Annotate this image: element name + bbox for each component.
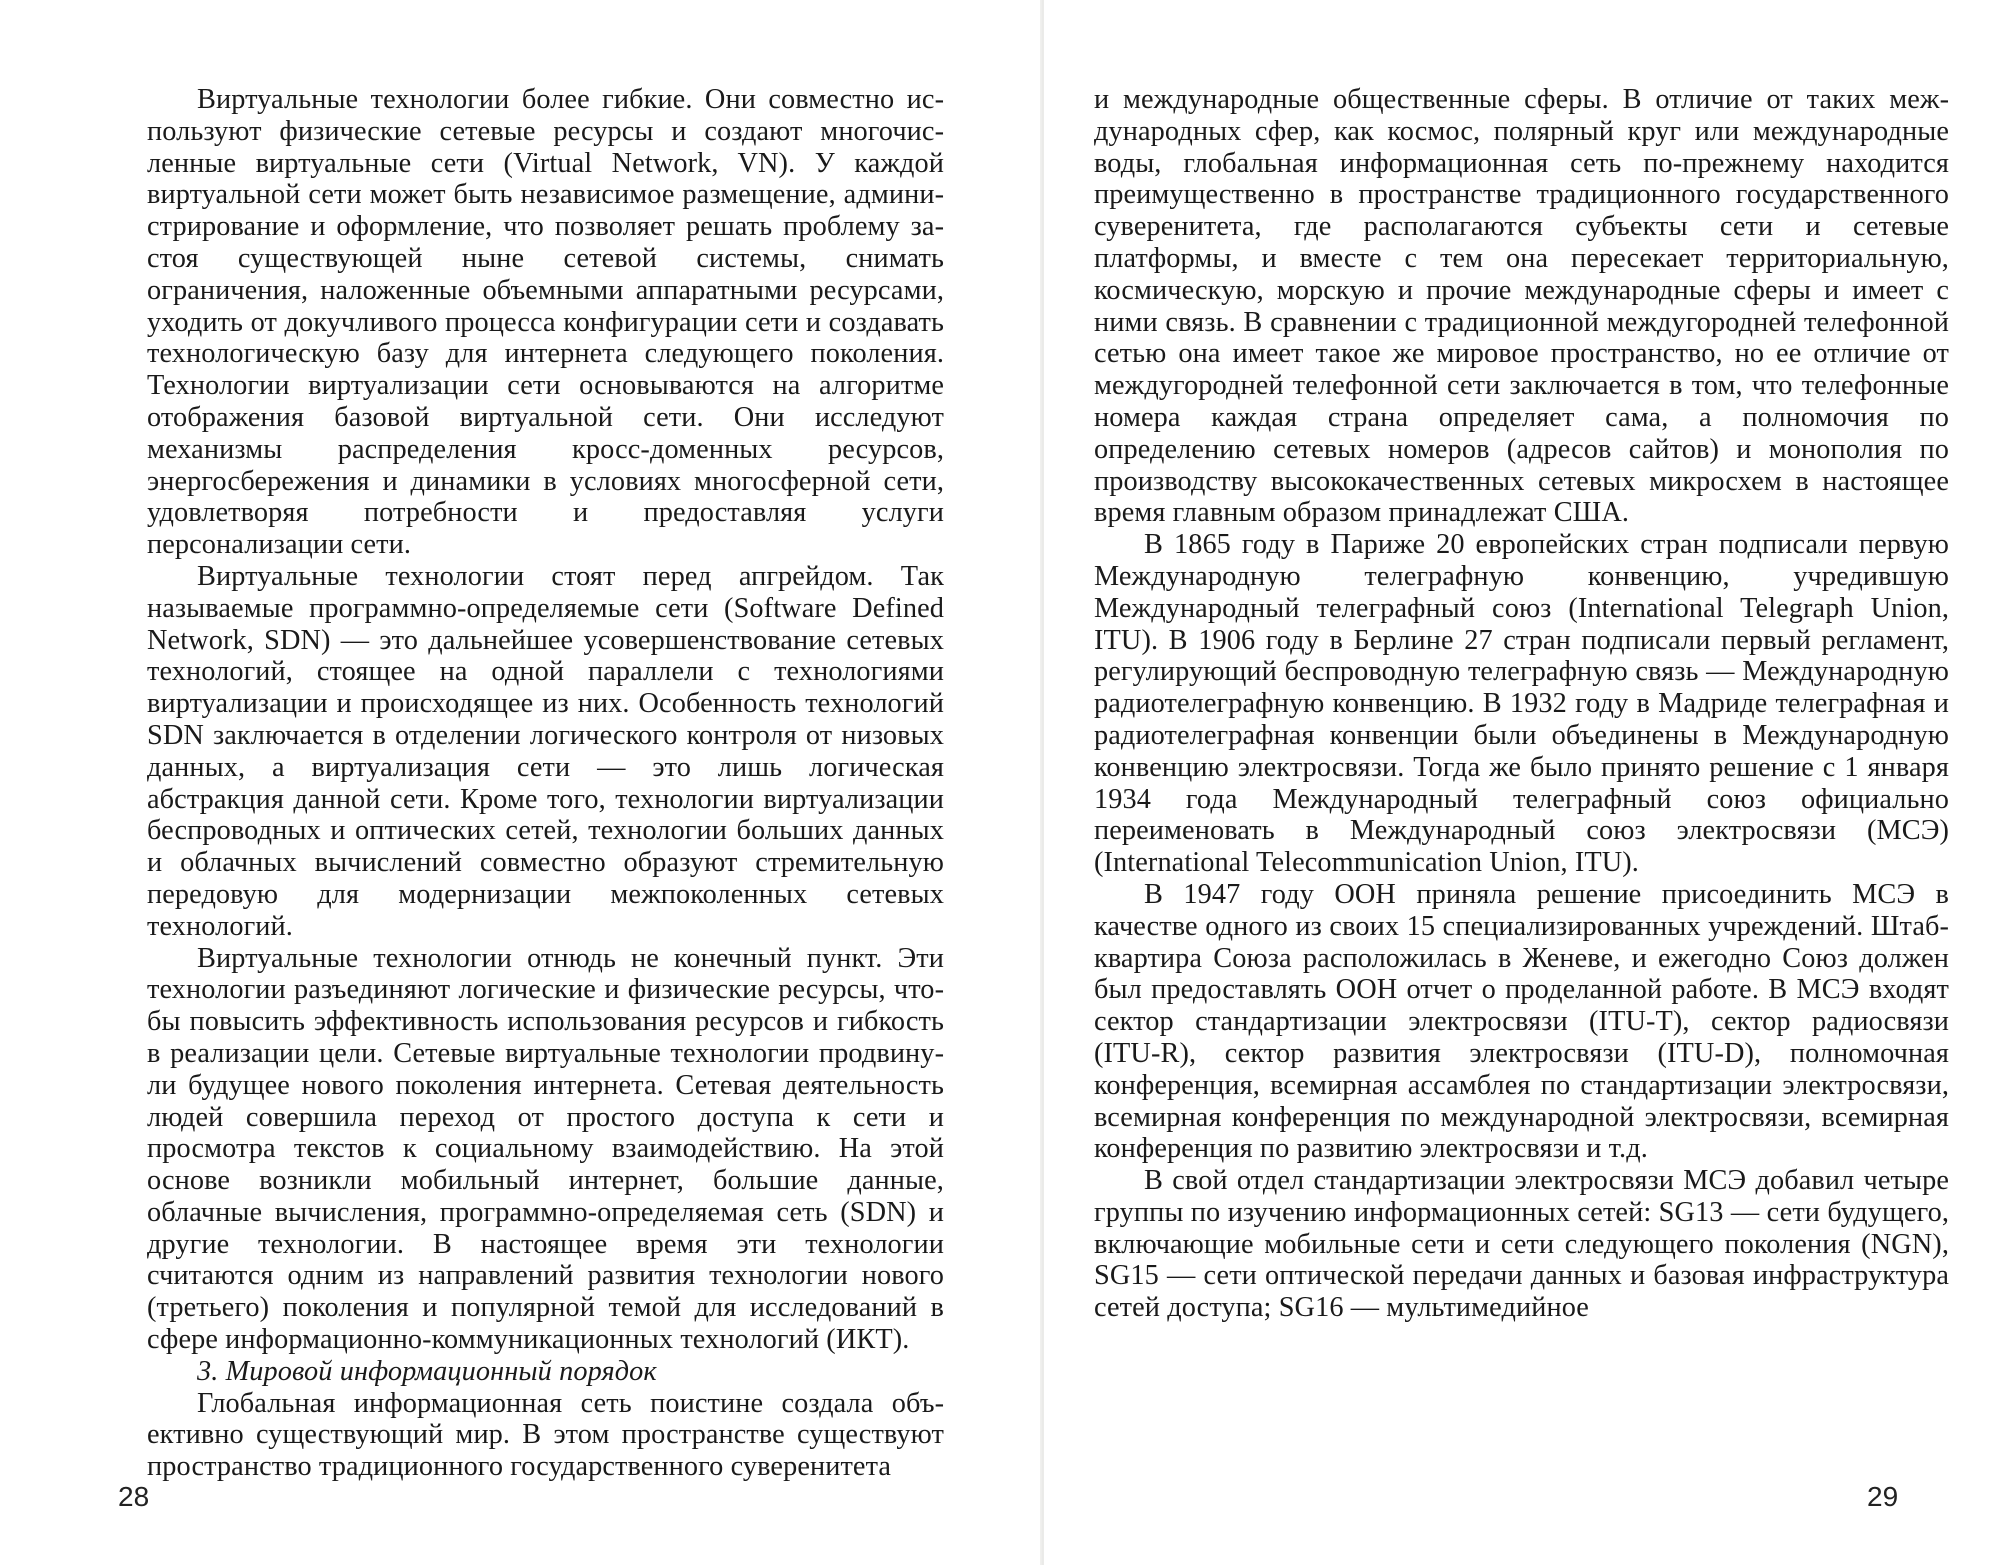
paragraph: Глобальная информационная сеть поистине создала объективно существующий мир. В этом пространстве существуют пространство традиционного государственного суверенитета [147, 1387, 944, 1483]
section-heading: 3. Мировой информационный порядок [197, 1355, 657, 1387]
right-page-text [1094, 84, 1949, 1324]
paragraph: Виртуальные технологии более гибкие. Они совместно используют физические сетевые ресурсы и создают многочисленные виртуальные сети (Virtual Network, VN). У каждой виртуальной сети может быть независимое размещение, администрирование и оформление, что позволяет решать проблему застоя существующей ныне сетевой системы, снимать ограничения, наложенные объемными аппаратными ресурсами, уходить от докучливого процесса конфигурации сети и создавать технологическую базу для интернета следующего поколения. Технологии виртуализации сети основываются на алгоритме отображения базовой виртуальной сети. Они исследуют механизмы распределения кросс-доменных ресурсов, энергосбережения и динамики в условиях многосферной сети, удовлетворяя потребности и предоставляя услуги персонализации сети. [147, 84, 944, 561]
left-page-text [147, 84, 944, 1483]
right-page [1044, 0, 2000, 1565]
paragraph: Виртуальные технологии отнюдь не конечный пункт. Эти технологии разъединяют логические и физические ресурсы, чтобы повысить эффективность использования ресурсов и гибкость в реализации цели. Сетевые виртуальные технологии продвинули будущее нового поколения интернета. Сетевая деятельность людей совершила переход от простого доступа к сети и просмотра текстов к социальному взаимодействию. На этой основе возникли мобильный интернет, большие данные, облачные вычисления, программно-определяемая сеть (SDN) и другие технологии. В настоящее время эти технологии считаются одним из направлений развития технологии нового (третьего) поколения и популярной темой для исследований в сфере информационно-коммуникационных технологий (ИКТ). [147, 942, 944, 1356]
page-number-left: 28 [118, 1481, 150, 1512]
paragraph-continuation: и международные общественные сферы. В отличие от таких международных сфер, как космос, полярный круг или международные воды, глобальная информационная сеть по-прежнему находится преимущественно в пространстве традиционного государственного суверенитета, где располагаются субъекты сети и сетевые платформы, и вместе с тем она пересекает территориальную, космическую, морскую и прочие международные сферы и имеет с ними связь. В сравнении с традиционной междугородней телефонной сетью она имеет такое же мировое пространство, но ее отличие от междугородней телефонной сети заключается в том, что телефонные номера каждая страна определяет сама, а полномочия по определению сетевых номеров (адресов сайтов) и монополия по производству высококачественных сетевых микросхем в настоящее время главным образом принадлежат США. [1094, 84, 1949, 529]
paragraph: В свой отдел стандартизации электросвязи МСЭ добавил четыре группы по изучению информационных сетей: SG13 — сети будущего, включающие мобильные сети и сети следующего поколения (NGN), SG15 — сети оптической передачи данных и базовая инфраструктура сетей доступа; SG16 — мультимедийное [1094, 1165, 1949, 1324]
paragraph: В 1947 году ООН приняла решение присоединить МСЭ в качестве одного из своих 15 специализированных учреждений. Штаб-квартира Союза расположилась в Женеве, и ежегодно Союз должен был предоставлять ООН отчет о проделанной работе. В МСЭ входят сектор стандартизации электросвязи (ITU-T), сектор радиосвязи (ITU-R), сектор развития электросвязи (ITU-D), полномочная конференция, всемирная ассамблея по стандартизации электросвязи, всемирная конференция по международной электросвязи, всемирная конференция по развитию электросвязи и т.д. [1094, 878, 1949, 1165]
paragraph: В 1865 году в Париже 20 европейских стран подписали первую Международную телеграфную конвенцию, учредившую Международный телеграфный союз (International Telegraph Union, ITU). В 1906 году в Берлине 27 стран подписали первый регламент, регулирующий беспроводную телеграфную связь — Международную радиотелеграфную конвенцию. В 1932 году в Мадриде телеграфная и радиотелеграфная конвенции были объединены в Международную конвенцию электросвязи. Тогда же было принято решение с 1 января 1934 года Международный телеграфный союз официально переименовать в Международный союз электросвязи (МСЭ) (International Telecommunication Union, ITU). [1094, 529, 1949, 879]
paragraph: Виртуальные технологии стоят перед апгрейдом. Так называемые программно-определяемые сети (Software Defined Network, SDN) — это дальнейшее усовершенствование сетевых технологий, стоящее на одной параллели с технологиями виртуализации и происходящее из них. Особенность технологий SDN заключается в отделении логического контроля от низовых данных, а виртуализация сети — это лишь логическая абстракция данной сети. Кроме того, технологии виртуализации беспроводных и оптических сетей, технологии больших данных и облачных вычислений совместно образуют стремительную передовую для модернизации межпоколенных сетевых технологий. [147, 560, 944, 942]
page-number-right: 29 [1867, 1481, 1899, 1512]
